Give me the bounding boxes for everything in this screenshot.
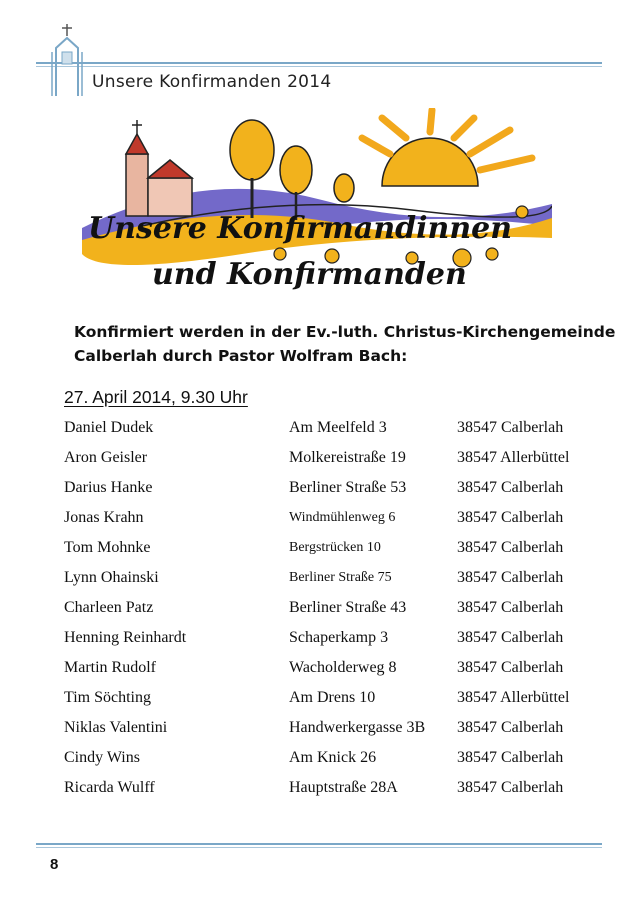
confirmand-street: Am Knick 26 [289,749,377,766]
confirmand-name: Martin Rudolf [64,659,156,676]
illustration-title-line1: Unsere Konfirmandinnen [88,211,513,246]
church-icon [126,120,192,216]
confirmand-name: Niklas Valentini [64,719,168,736]
confirmand-city: 38547 Allerbüttel [457,449,570,466]
confirmand-city: 38547 Calberlah [457,599,564,616]
sun-icon [362,110,532,186]
header-rule-thin [36,66,602,67]
list-item [64,744,604,774]
confirmand-city: 38547 Calberlah [457,569,564,586]
list-item [64,444,604,474]
confirmand-street: Hauptstraße 28A [289,779,398,796]
confirmand-city: 38547 Calberlah [457,749,564,766]
confirmand-street: Windmühlenweg 6 [289,510,396,525]
list-item [64,534,604,564]
footer-rule-thin [36,847,602,848]
confirmand-street: Berliner Straße 43 [289,599,407,616]
confirmand-city: 38547 Calberlah [457,419,564,436]
confirmation-date-heading: 27. April 2014, 9.30 Uhr [64,387,248,407]
list-item [64,474,604,504]
confirmand-name: Jonas Krahn [64,509,144,526]
confirmand-name: Aron Geisler [64,449,148,466]
list-item [64,714,604,744]
confirmand-street: Bergstrücken 10 [289,540,381,555]
footer-rule [36,843,602,845]
church-tower-icon [50,22,84,96]
confirmand-name: Tim Söchting [64,689,151,706]
confirmand-city: 38547 Calberlah [457,659,564,676]
confirmand-name: Lynn Ohainski [64,569,159,586]
confirmand-street: Am Drens 10 [289,689,376,706]
intro-line-1: Konfirmiert werden in der Ev.-luth. Christus-Kirchengemeinde [74,323,616,341]
confirmands-list [64,414,604,804]
confirmand-name: Darius Hanke [64,479,153,496]
confirmand-name: Ricarda Wulff [64,779,155,796]
header-rule [36,62,602,64]
confirmand-city: 38547 Allerbüttel [457,689,570,706]
list-item [64,624,604,654]
confirmand-name: Charleen Patz [64,599,154,616]
confirmand-city: 38547 Calberlah [457,779,564,796]
page-number: 8 [50,856,59,873]
illustration-title-line2: und Konfirmanden [152,257,467,292]
list-item [64,414,604,444]
confirmand-city: 38547 Calberlah [457,479,564,496]
confirmand-street: Berliner Straße 53 [289,479,407,496]
list-item [64,684,604,714]
confirmation-illustration [82,108,552,300]
confirmand-street: Berliner Straße 75 [289,570,392,585]
confirmand-name: Daniel Dudek [64,419,154,436]
confirmand-city: 38547 Calberlah [457,539,564,556]
list-item [64,594,604,624]
list-item [64,654,604,684]
confirmand-street: Wacholderweg 8 [289,659,397,676]
confirmand-street: Molkereistraße 19 [289,449,406,466]
confirmand-street: Am Meelfeld 3 [289,419,387,436]
confirmand-street: Schaperkamp 3 [289,629,389,646]
intro-line-2: Calberlah durch Pastor Wolfram Bach: [74,347,408,365]
confirmand-name: Cindy Wins [64,749,140,766]
confirmand-name: Henning Reinhardt [64,629,187,646]
intro-text [74,320,616,368]
confirmand-city: 38547 Calberlah [457,509,564,526]
confirmand-name: Tom Mohnke [64,539,151,556]
list-item [64,504,604,534]
list-item [64,774,604,804]
confirmand-city: 38547 Calberlah [457,719,564,736]
list-item [64,564,604,594]
confirmand-city: 38547 Calberlah [457,629,564,646]
page-header-title: Unsere Konfirmanden 2014 [92,72,332,92]
confirmand-street: Handwerkergasse 3B [289,719,426,736]
